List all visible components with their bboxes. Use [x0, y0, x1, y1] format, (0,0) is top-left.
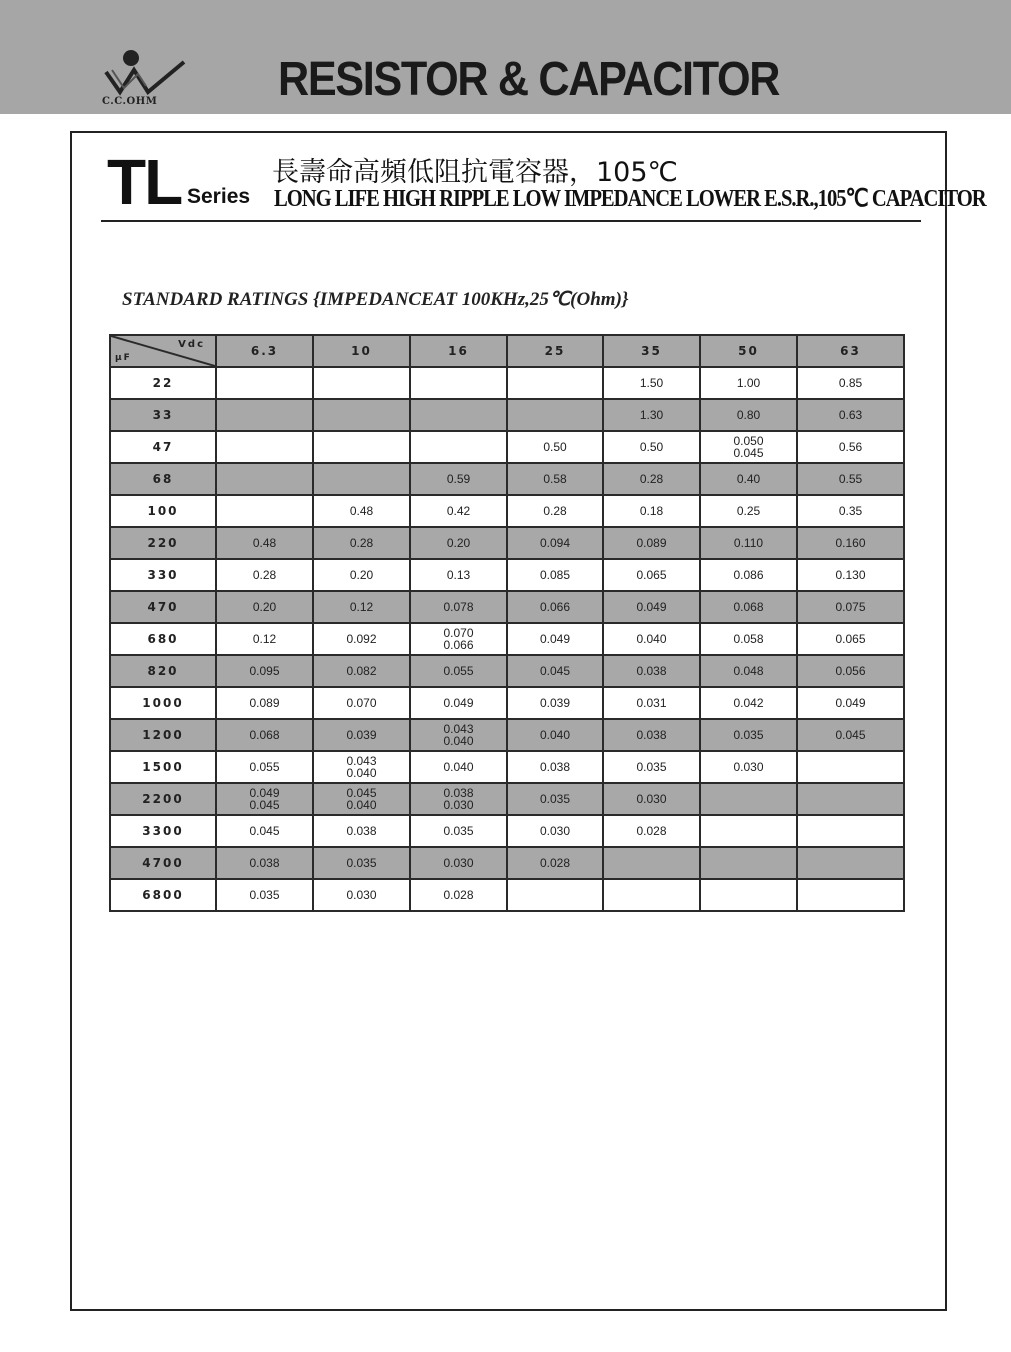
impedance-cell: 0.40 — [700, 463, 797, 495]
impedance-cell — [797, 783, 904, 815]
impedance-cell: 0.030 — [313, 879, 410, 911]
impedance-cell: 0.038 0.030 — [410, 783, 507, 815]
title-divider — [101, 220, 921, 222]
impedance-cell: 0.028 — [603, 815, 700, 847]
voltage-header: 35 — [603, 335, 700, 367]
impedance-cell: 0.035 — [507, 783, 603, 815]
impedance-cell: 0.50 — [603, 431, 700, 463]
table-row — [110, 559, 904, 591]
impedance-cell: 0.066 — [507, 591, 603, 623]
table-row — [110, 655, 904, 687]
impedance-cell: 0.035 — [410, 815, 507, 847]
impedance-cell: 0.130 — [797, 559, 904, 591]
table-row — [110, 463, 904, 495]
voltage-header: 16 — [410, 335, 507, 367]
impedance-cell: 0.18 — [603, 495, 700, 527]
impedance-cell: 0.065 — [797, 623, 904, 655]
impedance-cell: 0.035 — [603, 751, 700, 783]
voltage-header: 50 — [700, 335, 797, 367]
impedance-cell: 0.28 — [313, 527, 410, 559]
voltage-header: 10 — [313, 335, 410, 367]
capacitance-cell: 4700 — [110, 847, 216, 879]
impedance-cell: 0.049 0.045 — [216, 783, 313, 815]
impedance-cell: 0.092 — [313, 623, 410, 655]
impedance-cell: 0.045 — [507, 655, 603, 687]
capacitance-cell: 2200 — [110, 783, 216, 815]
impedance-cell: 0.094 — [507, 527, 603, 559]
impedance-cell: 0.13 — [410, 559, 507, 591]
impedance-cell: 0.040 — [410, 751, 507, 783]
capacitance-cell: 33 — [110, 399, 216, 431]
impedance-cell: 0.20 — [216, 591, 313, 623]
corner-vdc-label: Vdc — [178, 339, 205, 350]
impedance-cell: 0.56 — [797, 431, 904, 463]
impedance-cell — [700, 879, 797, 911]
impedance-cell — [313, 431, 410, 463]
impedance-cell — [313, 367, 410, 399]
capacitance-cell: 22 — [110, 367, 216, 399]
impedance-cell: 0.030 — [700, 751, 797, 783]
impedance-cell: 0.48 — [313, 495, 410, 527]
impedance-cell: 0.070 — [313, 687, 410, 719]
impedance-cell — [797, 815, 904, 847]
impedance-cell: 0.80 — [700, 399, 797, 431]
impedance-cell — [507, 367, 603, 399]
capacitance-cell: 1000 — [110, 687, 216, 719]
series-title-chinese: 長壽命高頻低阻抗電容器，105℃ — [272, 157, 678, 188]
capacitance-cell: 1500 — [110, 751, 216, 783]
capacitance-cell: 47 — [110, 431, 216, 463]
impedance-cell — [507, 399, 603, 431]
voltage-header: 6.3 — [216, 335, 313, 367]
impedance-cell — [410, 399, 507, 431]
impedance-cell — [216, 431, 313, 463]
impedance-cell: 0.065 — [603, 559, 700, 591]
capacitance-cell: 6800 — [110, 879, 216, 911]
impedance-cell: 0.070 0.066 — [410, 623, 507, 655]
impedance-cell: 0.031 — [603, 687, 700, 719]
impedance-cell: 0.089 — [216, 687, 313, 719]
impedance-cell: 0.042 — [700, 687, 797, 719]
impedance-cell: 0.035 — [700, 719, 797, 751]
impedance-cell: 0.049 — [603, 591, 700, 623]
capacitance-cell: 680 — [110, 623, 216, 655]
table-row — [110, 431, 904, 463]
impedance-cell — [216, 495, 313, 527]
impedance-cell — [313, 463, 410, 495]
impedance-cell — [700, 847, 797, 879]
impedance-cell — [216, 367, 313, 399]
impedance-cell: 0.48 — [216, 527, 313, 559]
table-row — [110, 783, 904, 815]
ratings-table — [109, 334, 905, 912]
impedance-cell: 0.049 — [797, 687, 904, 719]
table-row — [110, 591, 904, 623]
table-row — [110, 623, 904, 655]
impedance-cell: 0.045 — [216, 815, 313, 847]
impedance-cell: 0.25 — [700, 495, 797, 527]
impedance-cell — [797, 751, 904, 783]
impedance-cell: 0.045 — [797, 719, 904, 751]
impedance-cell — [797, 847, 904, 879]
ratings-heading: STANDARD RATINGS {IMPEDANCEAT 100KHz,25℃(Ohm)} — [122, 289, 629, 310]
impedance-cell: 0.095 — [216, 655, 313, 687]
impedance-cell: 0.078 — [410, 591, 507, 623]
impedance-cell: 0.28 — [216, 559, 313, 591]
table-row — [110, 719, 904, 751]
impedance-cell: 0.068 — [216, 719, 313, 751]
table-row — [110, 847, 904, 879]
impedance-cell: 0.089 — [603, 527, 700, 559]
impedance-cell — [603, 847, 700, 879]
impedance-cell: 0.59 — [410, 463, 507, 495]
impedance-cell: 0.068 — [700, 591, 797, 623]
impedance-cell: 0.28 — [507, 495, 603, 527]
impedance-cell: 0.85 — [797, 367, 904, 399]
impedance-cell: 0.039 — [313, 719, 410, 751]
impedance-cell: 0.35 — [797, 495, 904, 527]
impedance-cell: 0.20 — [313, 559, 410, 591]
impedance-cell: 0.030 — [410, 847, 507, 879]
impedance-cell — [410, 367, 507, 399]
table-corner-cell — [110, 335, 216, 367]
impedance-cell: 0.035 — [313, 847, 410, 879]
page-title: RESISTOR & CAPACITOR — [278, 53, 780, 106]
voltage-header: 25 — [507, 335, 603, 367]
impedance-cell: 0.63 — [797, 399, 904, 431]
impedance-cell: 0.075 — [797, 591, 904, 623]
capacitance-cell: 470 — [110, 591, 216, 623]
impedance-cell: 0.12 — [313, 591, 410, 623]
table-row — [110, 367, 904, 399]
impedance-cell: 0.038 — [507, 751, 603, 783]
table-body — [110, 367, 904, 911]
impedance-cell: 0.028 — [507, 847, 603, 879]
impedance-cell: 0.20 — [410, 527, 507, 559]
table-row — [110, 687, 904, 719]
impedance-cell: 0.035 — [216, 879, 313, 911]
capacitance-cell: 68 — [110, 463, 216, 495]
impedance-cell: 0.040 — [507, 719, 603, 751]
impedance-cell — [216, 399, 313, 431]
impedance-cell: 0.160 — [797, 527, 904, 559]
table-row — [110, 815, 904, 847]
table-row — [110, 495, 904, 527]
series-code: TL — [107, 146, 182, 218]
impedance-cell: 0.12 — [216, 623, 313, 655]
impedance-cell: 0.043 0.040 — [313, 751, 410, 783]
impedance-cell — [216, 463, 313, 495]
impedance-cell — [410, 431, 507, 463]
impedance-cell: 1.50 — [603, 367, 700, 399]
impedance-cell — [313, 399, 410, 431]
impedance-cell: 0.082 — [313, 655, 410, 687]
impedance-cell: 0.50 — [507, 431, 603, 463]
capacitance-cell: 100 — [110, 495, 216, 527]
impedance-cell: 0.045 0.040 — [313, 783, 410, 815]
impedance-cell: 0.055 — [216, 751, 313, 783]
series-word: Series — [187, 185, 251, 208]
impedance-cell: 0.58 — [507, 463, 603, 495]
impedance-cell — [797, 879, 904, 911]
impedance-cell: 0.038 — [603, 719, 700, 751]
impedance-cell: 0.040 — [603, 623, 700, 655]
impedance-cell: 0.28 — [603, 463, 700, 495]
impedance-cell: 0.049 — [410, 687, 507, 719]
impedance-cell: 0.038 — [313, 815, 410, 847]
table-row — [110, 399, 904, 431]
impedance-cell: 0.038 — [216, 847, 313, 879]
logo-icon — [100, 44, 190, 96]
impedance-cell: 0.110 — [700, 527, 797, 559]
impedance-cell: 0.058 — [700, 623, 797, 655]
corner-uf-label: μF — [115, 353, 132, 363]
impedance-cell: 0.030 — [507, 815, 603, 847]
capacitance-cell: 220 — [110, 527, 216, 559]
capacitance-cell: 330 — [110, 559, 216, 591]
voltage-header: 63 — [797, 335, 904, 367]
impedance-cell: 1.30 — [603, 399, 700, 431]
impedance-cell: 1.00 — [700, 367, 797, 399]
impedance-cell: 0.55 — [797, 463, 904, 495]
capacitance-cell: 3300 — [110, 815, 216, 847]
impedance-cell: 0.038 — [603, 655, 700, 687]
impedance-cell: 0.030 — [603, 783, 700, 815]
impedance-cell — [700, 815, 797, 847]
impedance-cell: 0.049 — [507, 623, 603, 655]
impedance-cell: 0.039 — [507, 687, 603, 719]
logo-text: C.C.OHM — [102, 96, 158, 107]
table-row — [110, 879, 904, 911]
capacitance-cell: 1200 — [110, 719, 216, 751]
table-header-row — [110, 335, 904, 367]
company-logo — [100, 44, 190, 110]
impedance-cell: 0.048 — [700, 655, 797, 687]
impedance-cell — [507, 879, 603, 911]
impedance-cell: 0.056 — [797, 655, 904, 687]
table-row — [110, 527, 904, 559]
impedance-cell: 0.085 — [507, 559, 603, 591]
impedance-cell: 0.086 — [700, 559, 797, 591]
capacitance-cell: 820 — [110, 655, 216, 687]
impedance-cell: 0.42 — [410, 495, 507, 527]
impedance-cell — [603, 879, 700, 911]
impedance-cell: 0.050 0.045 — [700, 431, 797, 463]
impedance-cell: 0.055 — [410, 655, 507, 687]
series-title-english: LONG LIFE HIGH RIPPLE LOW IMPEDANCE LOWER E.S.R.,105℃ CAPACITOR — [274, 186, 986, 212]
impedance-cell — [700, 783, 797, 815]
impedance-cell: 0.028 — [410, 879, 507, 911]
table-row — [110, 751, 904, 783]
impedance-cell: 0.043 0.040 — [410, 719, 507, 751]
